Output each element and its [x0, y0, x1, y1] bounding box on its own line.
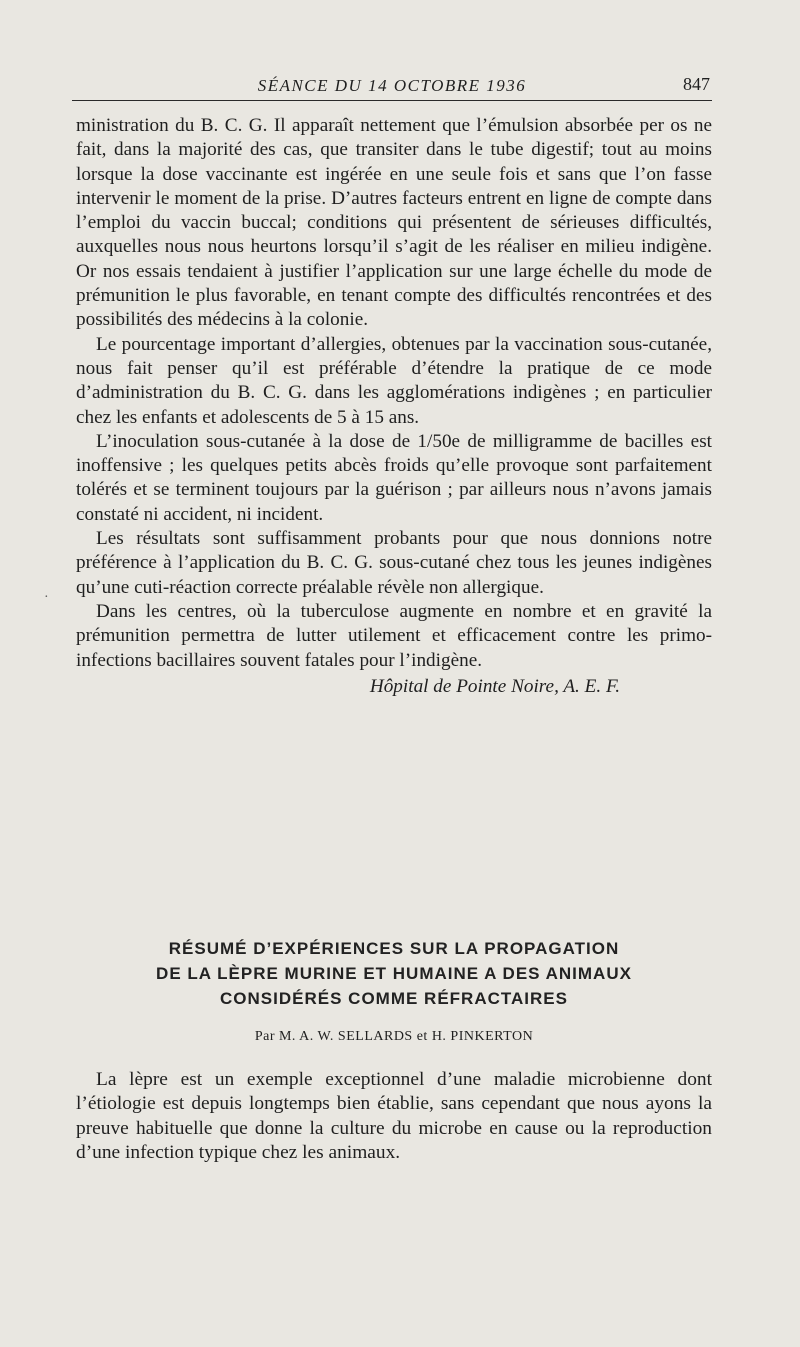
article-title-line-3: CONSIDÉRÉS COMME RÉFRACTAIRES — [220, 989, 568, 1008]
article-body — [76, 1068, 712, 1165]
article-title-line-2: DE LA LÈPRE MURINE ET HUMAINE A DES ANIMAUX — [156, 964, 632, 983]
margin-dot: · — [44, 590, 49, 605]
paragraph-3: L’inoculation sous-cutanée à la dose de 1/50e de milligramme de bacilles est inoffensive ; les quelques petits abcès froids qu’elle provoque sont parfaitement tolérés et se terminent toujours par la guérison ; par ailleurs nous n’avons jamais constaté ni accident, ni incident. — [76, 430, 712, 525]
paragraph-1: ministration du B. C. G. Il apparaît nettement que l’émulsion absorbée per os ne fait, dans la majorité des cas, que transiter dans le tube digestif; tout au moins lorsque la dose vaccinante est ingérée en une seule fois et sans que l’on fasse intervenir le moment de la prise. D’autres facteurs entrent en ligne de compte dans l’emploi du vaccin buccal; conditions qui présentent de sérieuses difficultés, auxquelles nous nous heurtons lorsqu’il s’agit de les réaliser en milieu indigène. Or nos essais tendaient à justifier l’application sur une large échelle du mode de prémunition le plus favorable, en tenant compte des difficultés rencontrées et des possibilités des médecins à la colonie. — [76, 115, 712, 331]
paragraph-5: Dans les centres, où la tuberculose augmente en nombre et en gravité la prémunition permettra de lutter utilement et efficacement contre les primo-infections bacillaires souvent fatales pour l’indigène. — [76, 600, 712, 671]
article-paragraph-1: La lèpre est un exemple exceptionnel d’une maladie microbienne dont l’étiologie est depuis longtemps bien établie, sans cependant que nous ayons la preuve habituelle que donne la culture du microbe en cause ou la reproduction d’une infection typique chez les animaux. — [76, 1069, 712, 1163]
page-number: 847 — [683, 74, 710, 94]
article-title-line-1: RÉSUMÉ D’EXPÉRIENCES SUR LA PROPAGATION — [168, 939, 620, 958]
article-title — [76, 936, 712, 1011]
body-text-part1 — [76, 114, 712, 699]
paragraph-2: Le pourcentage important d’allergies, obtenues par la vaccination sous-cutanée, nous fait penser qu’il est préférable d’étendre la pratique de ce mode d’administration du B. C. G. dans les agglomérations indigènes ; en particulier chez les enfants et adolescents de 5 à 15 ans. — [76, 333, 712, 428]
article-authors: Par M. A. W. SELLARDS et H. PINKERTON — [254, 1029, 534, 1044]
paragraph-4: Les résultats sont suffisamment probants pour que nous donnions notre préférence à l’application du B. C. G. sous-cutané chez tous les jeunes indigènes qu’une cuti-réaction correcte préalable révèle non allergique. — [76, 528, 712, 598]
running-title: SÉANCE DU 14 OCTOBRE 1936 — [257, 76, 527, 95]
signature-line: Hôpital de Pointe Noire, A. E. F. — [369, 675, 620, 697]
page-header — [72, 72, 712, 101]
